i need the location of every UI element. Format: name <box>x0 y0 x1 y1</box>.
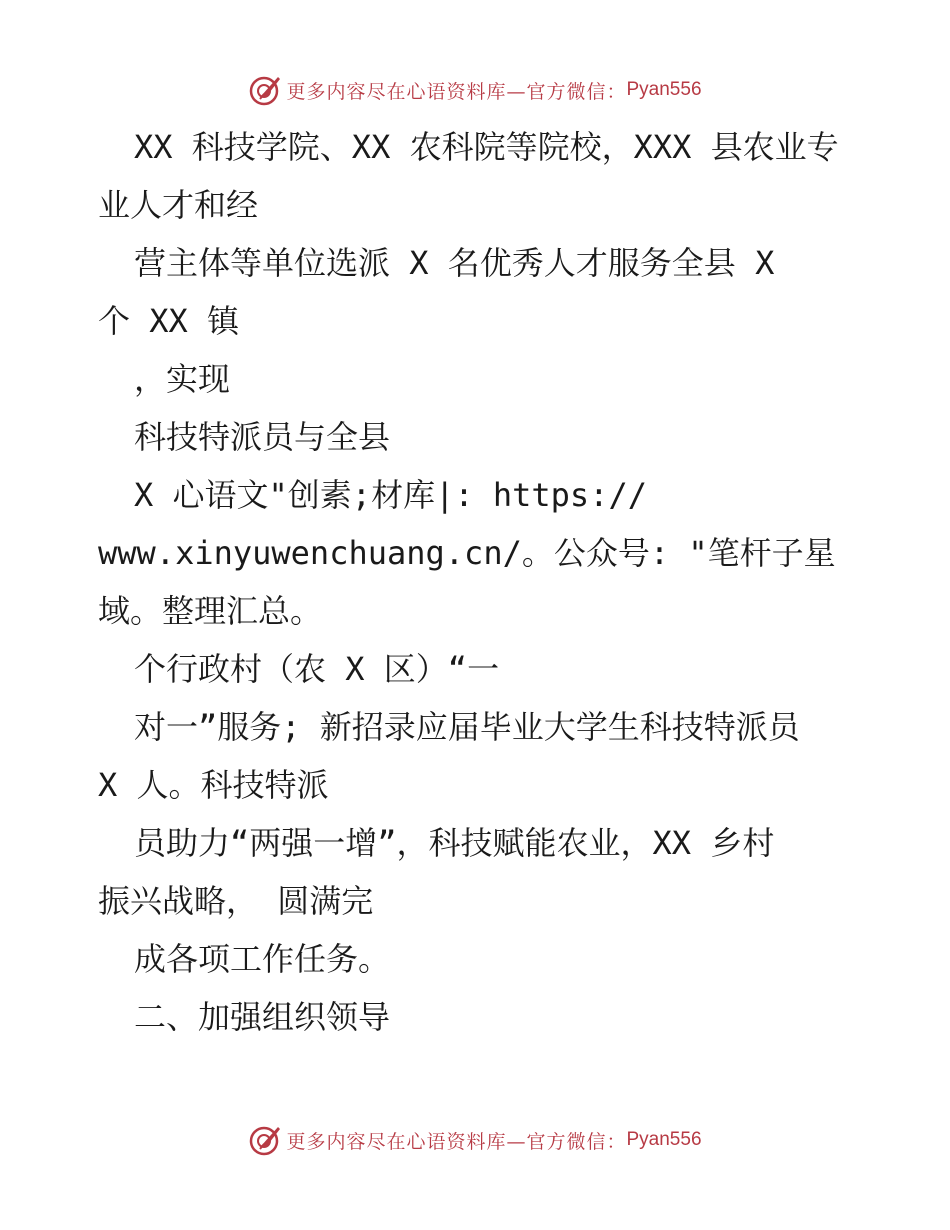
section-heading: 二、加强组织领导 <box>134 998 391 1036</box>
text-line: 科技特派员与全县 <box>134 418 391 456</box>
text-line: X 人。科技特派 <box>98 766 329 804</box>
text-line: 营主体等单位选派 X 名优秀人才服务全县 X <box>134 244 775 282</box>
quill-logo-icon <box>248 1123 282 1157</box>
wechat-handle: Pyan556 <box>626 1129 702 1150</box>
text-line: 员助力“两强一增”，科技赋能农业，XX 乡村 <box>134 824 775 862</box>
quill-logo-icon <box>248 73 282 107</box>
text-line: XX 科技学院、XX 农科院等院校，XXX 县农业专 <box>134 128 839 166</box>
text-line: 振兴战略， 圆满完 <box>98 882 374 920</box>
document-body <box>98 118 888 1046</box>
banner-text: 更多内容尽在心语资料库—官方微信： <box>286 1130 627 1153</box>
text-line: 域。整理汇总。 <box>98 592 323 630</box>
banner-text: 更多内容尽在心语资料库—官方微信： <box>286 80 627 103</box>
text-line: ，实现 <box>134 360 231 398</box>
header-banner <box>0 70 950 110</box>
text-line: 对一”服务; 新招录应届毕业大学生科技特派员 <box>134 708 800 746</box>
text-line: 个行政村（农 X 区）“一 <box>134 650 500 688</box>
text-line: X 心语文"创素;材库|: https:// <box>134 476 647 514</box>
footer-banner <box>0 1120 950 1160</box>
text-line: 成各项工作任务。 <box>134 940 391 978</box>
text-line: 个 XX 镇 <box>98 302 240 340</box>
text-line: www.xinyuwenchuang.cn/。公众号: "笔杆子星 <box>98 534 836 572</box>
wechat-handle: Pyan556 <box>626 79 702 100</box>
text-line: 业人才和经 <box>98 186 259 224</box>
